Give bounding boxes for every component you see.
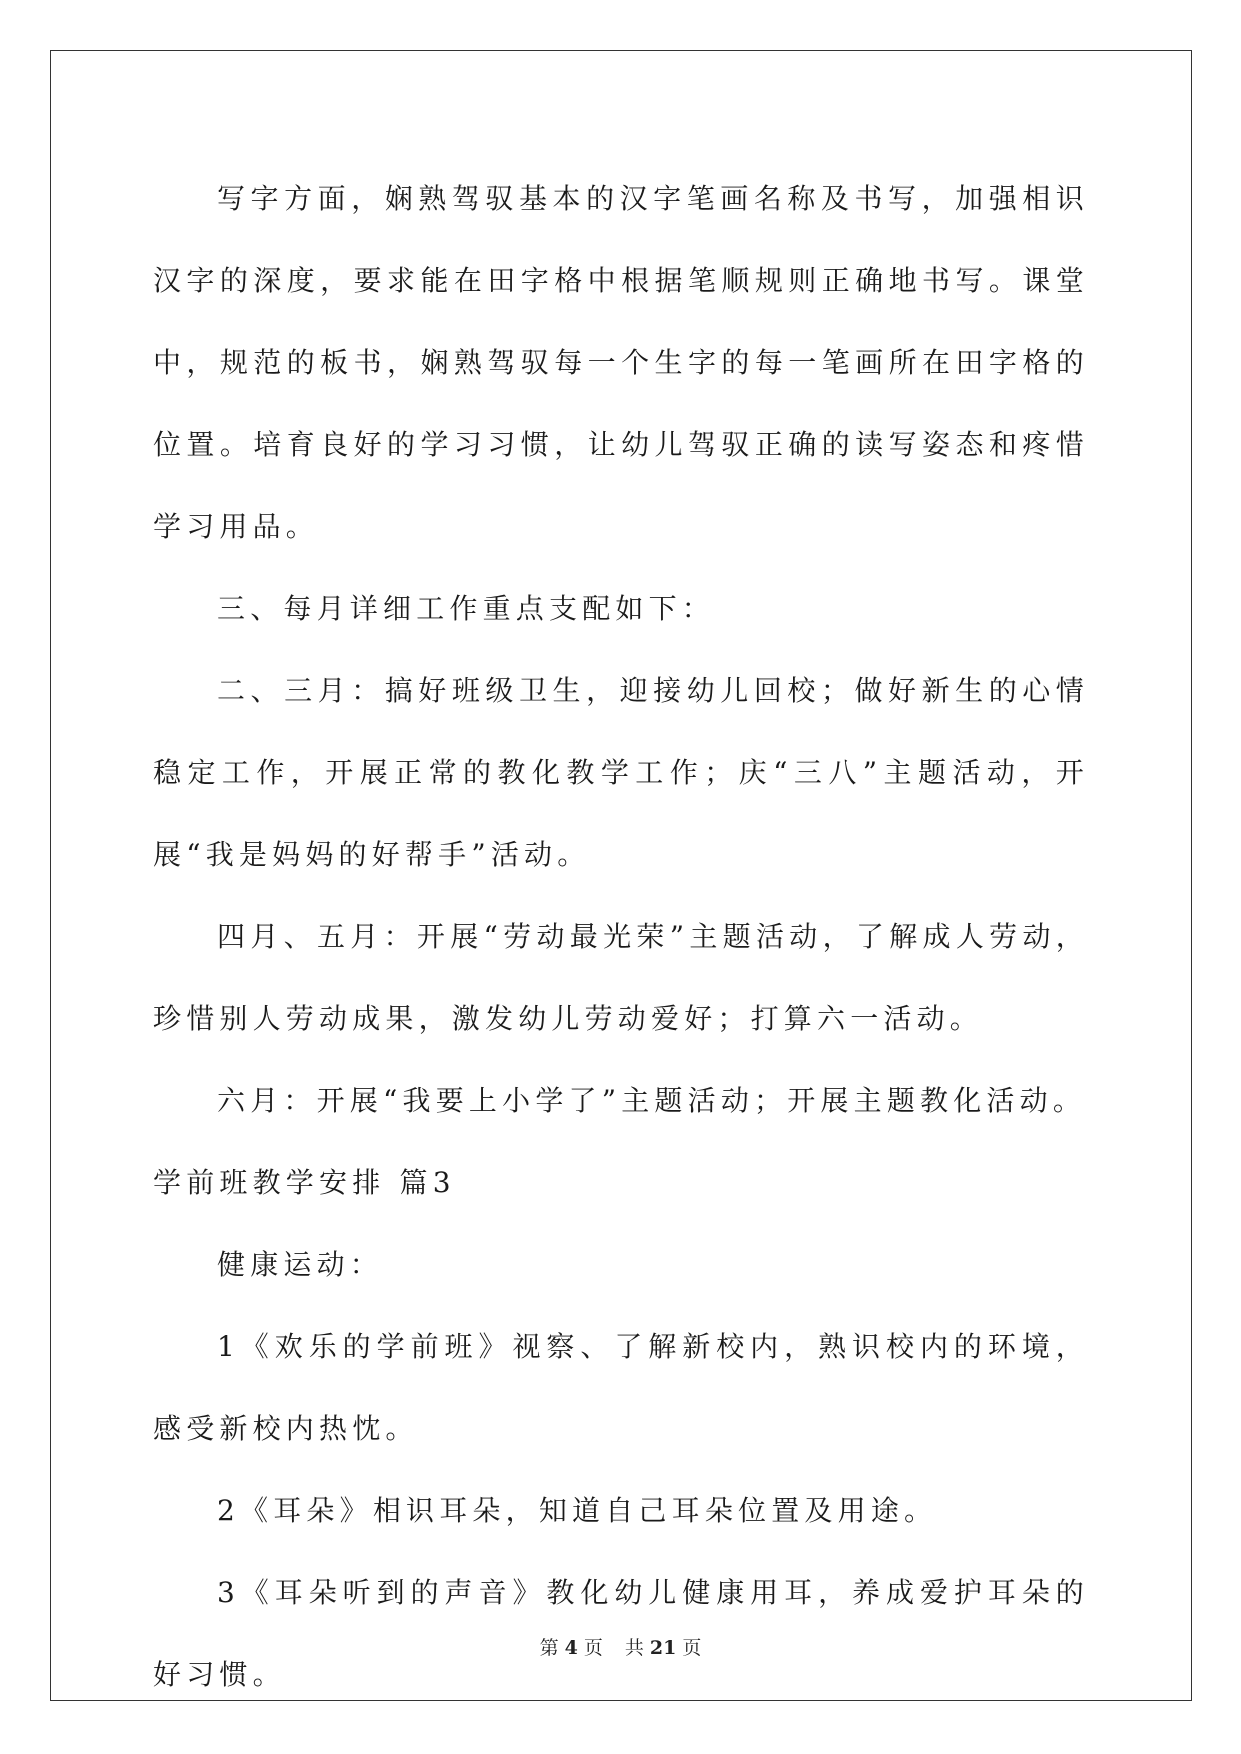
document-body (153, 158, 1089, 1716)
total-pages: 21 (649, 1637, 677, 1659)
section-title: 学前班教学安排 篇3 (153, 1166, 456, 1199)
footer-page-suffix: 页 (583, 1637, 603, 1659)
footer-total-prefix: 共 (624, 1637, 644, 1659)
paragraph-june: 六月：开展“我要上小学了”主题活动；开展主题教化活动。 (217, 1084, 1087, 1117)
paragraph-april-may: 四月、五月：开展“劳动最光荣”主题活动，了解成人劳动，珍惜别人劳动成果，激发幼儿劳动爱好；打算六一活动。 (153, 920, 1089, 1035)
list-item: 3《耳朵听到的声音》教化幼儿健康用耳，养成爱护耳朵的好习惯。 (153, 1576, 1089, 1691)
paragraph-health-heading: 健康运动： (217, 1248, 384, 1281)
list-item: 1《欢乐的学前班》视察、了解新校内，熟识校内的环境，感受新校内热忱。 (153, 1330, 1089, 1445)
page-number: 4 (564, 1637, 578, 1659)
footer-prefix: 第 (539, 1637, 559, 1659)
list-item: 2《耳朵》相识耳朵，知道自己耳朵位置及用途。 (217, 1494, 938, 1527)
page-footer (0, 1633, 1241, 1660)
paragraph-feb-march: 二、三月：搞好班级卫生，迎接幼儿回校；做好新生的心情稳定工作，开展正常的教化教学工作；庆“三八”主题活动，开展“我是妈妈的好帮手”活动。 (153, 674, 1089, 871)
footer-total-suffix: 页 (682, 1637, 702, 1659)
paragraph-writing: 写字方面，娴熟驾驭基本的汉字笔画名称及书写，加强相识汉字的深度，要求能在田字格中根据笔顺规则正确地书写。课堂中，规范的板书，娴熟驾驭每一个生字的每一笔画所在田字格的位置。培育良好的学习习惯，让幼儿驾驭正确的读写姿态和疼惜学习用品。 (153, 182, 1089, 543)
paragraph-monthly-heading: 三、每月详细工作重点支配如下： (217, 592, 716, 625)
